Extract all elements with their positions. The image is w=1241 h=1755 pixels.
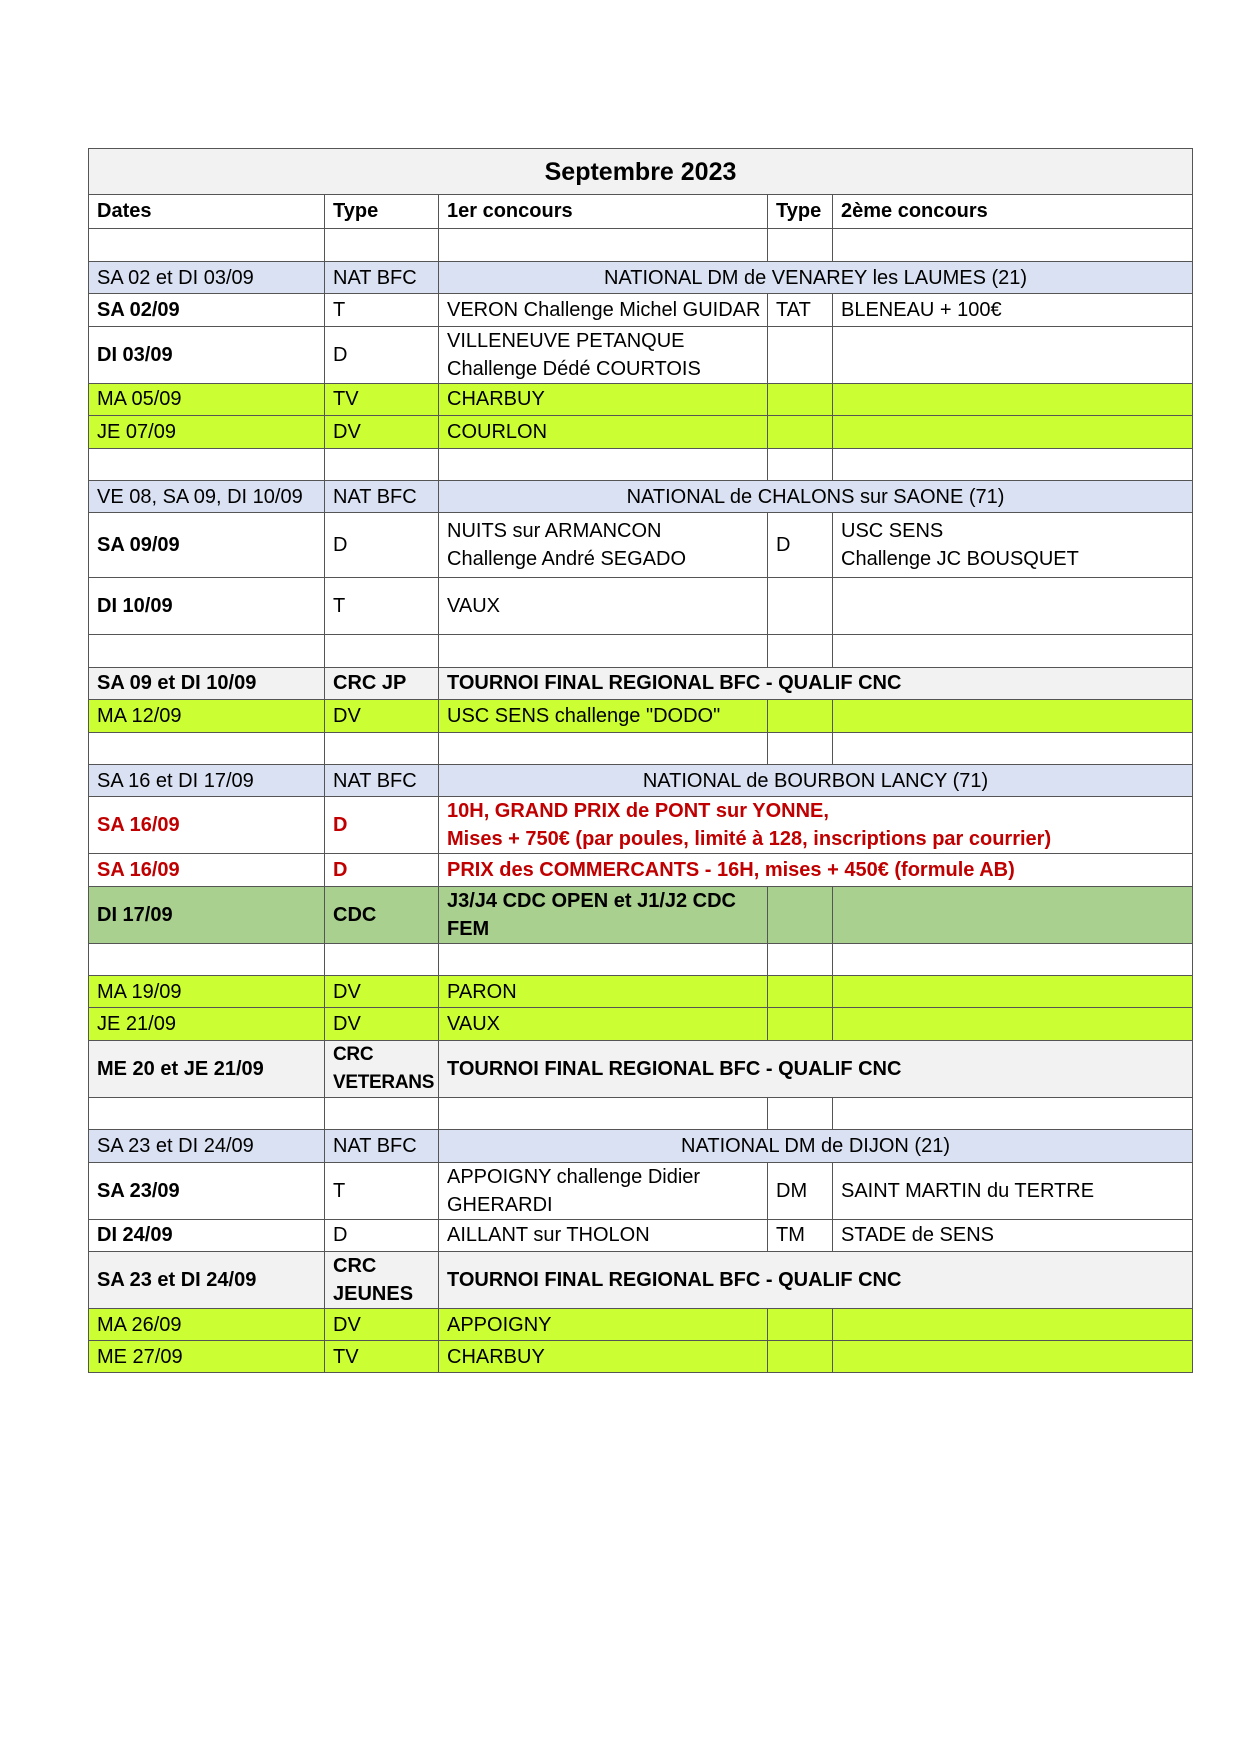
first-competition-cell: VAUX — [439, 1008, 768, 1040]
empty-cell — [325, 228, 439, 262]
first-competition-cell: APPOIGNY — [439, 1309, 768, 1341]
date-cell: MA 19/09 — [89, 976, 325, 1008]
second-competition-cell — [833, 976, 1193, 1008]
highlighted-row — [89, 797, 1193, 854]
date-cell: MA 05/09 — [89, 383, 325, 415]
date-cell: SA 16 et DI 17/09 — [89, 764, 325, 796]
type-cell: CRC JP — [325, 667, 439, 699]
date-cell: ME 20 et JE 21/09 — [89, 1040, 325, 1097]
second-competition-cell — [833, 886, 1193, 943]
second-competition-cell — [833, 578, 1193, 635]
competition-line: J3/J4 CDC OPEN et J1/J2 CDC — [447, 889, 737, 912]
second-competition-cell — [833, 383, 1193, 415]
header-first-competition: 1er concours — [439, 195, 768, 229]
second-type-cell — [768, 1341, 833, 1372]
date-cell: VE 08, SA 09, DI 10/09 — [89, 480, 325, 512]
second-type-cell: TM — [768, 1219, 833, 1251]
type-line: JEUNES — [333, 1283, 414, 1306]
empty-cell — [833, 635, 1193, 667]
highlighted-row — [89, 854, 1193, 886]
empty-cell — [768, 228, 833, 262]
second-type-cell — [768, 416, 833, 448]
type-cell — [325, 1040, 439, 1097]
date-cell: MA 12/09 — [89, 700, 325, 732]
first-competition-cell: COURLON — [439, 416, 768, 448]
second-type-cell — [768, 700, 833, 732]
type-cell: T — [325, 578, 439, 635]
second-type-cell — [768, 578, 833, 635]
second-competition-cell — [833, 1309, 1193, 1341]
regional-final-event-cell: TOURNOI FINAL REGIONAL BFC - QUALIF CNC — [439, 667, 1193, 699]
competition-line: Challenge André SEGADO — [447, 548, 687, 571]
date-cell: SA 09 et DI 10/09 — [89, 667, 325, 699]
event-line: Mises + 750€ (par poules, limité à 128, inscriptions par courrier) — [447, 828, 1052, 851]
page-title: Septembre 2023 — [89, 149, 1193, 195]
type-cell: T — [325, 294, 439, 326]
empty-cell — [768, 943, 833, 975]
type-cell: D — [325, 513, 439, 578]
type-cell: D — [325, 326, 439, 383]
veterans-row — [89, 976, 1193, 1008]
empty-cell — [439, 1097, 768, 1129]
empty-cell — [833, 732, 1193, 764]
event-line: 10H, GRAND PRIX de PONT sur YONNE, — [447, 800, 829, 823]
date-cell: SA 23 et DI 24/09 — [89, 1252, 325, 1309]
spacer-row — [89, 732, 1193, 764]
empty-cell — [89, 448, 325, 480]
competition-row — [89, 1219, 1193, 1251]
veterans-row — [89, 700, 1193, 732]
date-cell: DI 03/09 — [89, 326, 325, 383]
competition-line: FEM — [447, 917, 490, 940]
competition-line: NUITS sur ARMANCON — [447, 520, 662, 543]
second-competition-cell — [833, 326, 1193, 383]
first-competition-cell — [439, 1162, 768, 1219]
type-cell: T — [325, 1162, 439, 1219]
type-line: VETERANS — [333, 1071, 435, 1093]
type-cell: TV — [325, 1341, 439, 1372]
header-dates: Dates — [89, 195, 325, 229]
type-cell: DV — [325, 1309, 439, 1341]
spacer-row — [89, 635, 1193, 667]
empty-cell — [768, 732, 833, 764]
national-row — [89, 1130, 1193, 1162]
first-competition-cell — [439, 513, 768, 578]
first-competition-cell: CHARBUY — [439, 1341, 768, 1372]
empty-cell — [89, 943, 325, 975]
second-type-cell — [768, 976, 833, 1008]
national-row — [89, 262, 1193, 294]
type-cell: TV — [325, 383, 439, 415]
empty-cell — [439, 943, 768, 975]
veterans-row — [89, 1341, 1193, 1372]
date-cell: DI 10/09 — [89, 578, 325, 635]
type-line: CRC — [333, 1043, 374, 1065]
first-competition-cell — [439, 886, 768, 943]
empty-cell — [325, 1097, 439, 1129]
competition-row — [89, 294, 1193, 326]
type-cell: NAT BFC — [325, 262, 439, 294]
veterans-row — [89, 1008, 1193, 1040]
header-type: Type — [325, 195, 439, 229]
empty-cell — [768, 1097, 833, 1129]
type-cell: DV — [325, 416, 439, 448]
date-cell: SA 23/09 — [89, 1162, 325, 1219]
second-type-cell — [768, 1008, 833, 1040]
regional-final-event-cell: TOURNOI FINAL REGIONAL BFC - QUALIF CNC — [439, 1040, 1193, 1097]
national-event-cell: NATIONAL de CHALONS sur SAONE (71) — [439, 480, 1193, 512]
type-line: CRC — [333, 1255, 377, 1278]
empty-cell — [768, 448, 833, 480]
first-competition-cell: VERON Challenge Michel GUIDAR — [439, 294, 768, 326]
date-cell: JE 07/09 — [89, 416, 325, 448]
regional-final-event-cell: TOURNOI FINAL REGIONAL BFC - QUALIF CNC — [439, 1252, 1193, 1309]
empty-cell — [325, 635, 439, 667]
regional-final-row — [89, 1252, 1193, 1309]
second-type-cell: DM — [768, 1162, 833, 1219]
empty-cell — [833, 228, 1193, 262]
first-competition-cell: AILLANT sur THOLON — [439, 1219, 768, 1251]
second-type-cell — [768, 886, 833, 943]
empty-cell — [439, 228, 768, 262]
spacer-row — [89, 1097, 1193, 1129]
national-event-cell: NATIONAL de BOURBON LANCY (71) — [439, 764, 1193, 796]
spacer-row — [89, 228, 1193, 262]
empty-cell — [89, 228, 325, 262]
competition-line: USC SENS — [841, 520, 944, 543]
empty-cell — [439, 635, 768, 667]
competition-row — [89, 326, 1193, 383]
second-competition-cell — [833, 700, 1193, 732]
second-competition-cell — [833, 416, 1193, 448]
first-competition-cell: VAUX — [439, 578, 768, 635]
date-cell: SA 16/09 — [89, 797, 325, 854]
date-cell: JE 21/09 — [89, 1008, 325, 1040]
second-type-cell — [768, 383, 833, 415]
empty-cell — [833, 943, 1193, 975]
competition-row — [89, 513, 1193, 578]
second-competition-cell — [833, 1341, 1193, 1372]
veterans-row — [89, 416, 1193, 448]
type-cell: DV — [325, 976, 439, 1008]
second-competition-cell: STADE de SENS — [833, 1219, 1193, 1251]
empty-cell — [325, 448, 439, 480]
title-row — [89, 149, 1193, 195]
first-competition-cell — [439, 326, 768, 383]
type-cell: DV — [325, 1008, 439, 1040]
date-cell: SA 23 et DI 24/09 — [89, 1130, 325, 1162]
empty-cell — [439, 448, 768, 480]
type-cell: CDC — [325, 886, 439, 943]
header-second-competition: 2ème concours — [833, 195, 1193, 229]
first-competition-cell: CHARBUY — [439, 383, 768, 415]
first-competition-cell: USC SENS challenge "DODO" — [439, 700, 768, 732]
empty-cell — [89, 1097, 325, 1129]
competition-line: APPOIGNY challenge Didier — [447, 1165, 701, 1188]
regional-final-row — [89, 667, 1193, 699]
national-event-cell: NATIONAL DM de DIJON (21) — [439, 1130, 1193, 1162]
empty-cell — [833, 1097, 1193, 1129]
empty-cell — [439, 732, 768, 764]
second-type-cell: D — [768, 513, 833, 578]
date-cell: DI 24/09 — [89, 1219, 325, 1251]
type-cell: D — [325, 854, 439, 886]
second-type-cell — [768, 1309, 833, 1341]
veterans-row — [89, 383, 1193, 415]
spacer-row — [89, 448, 1193, 480]
type-cell: NAT BFC — [325, 1130, 439, 1162]
empty-cell — [89, 635, 325, 667]
regional-final-row — [89, 1040, 1193, 1097]
second-competition-cell — [833, 1008, 1193, 1040]
second-competition-cell: BLENEAU + 100€ — [833, 294, 1193, 326]
competition-calendar-table — [88, 148, 1193, 1373]
national-row — [89, 480, 1193, 512]
competition-line: Challenge Dédé COURTOIS — [447, 357, 701, 380]
spacer-row — [89, 943, 1193, 975]
highlighted-event-cell — [439, 797, 1193, 854]
type-cell: NAT BFC — [325, 480, 439, 512]
date-cell: SA 16/09 — [89, 854, 325, 886]
date-cell: MA 26/09 — [89, 1309, 325, 1341]
second-type-cell: TAT — [768, 294, 833, 326]
competition-line: Challenge JC BOUSQUET — [841, 548, 1079, 571]
type-cell: DV — [325, 700, 439, 732]
highlighted-event-cell: PRIX des COMMERCANTS - 16H, mises + 450€ (formule AB) — [439, 854, 1193, 886]
veterans-row — [89, 1309, 1193, 1341]
date-cell: ME 27/09 — [89, 1341, 325, 1372]
cdc-row — [89, 886, 1193, 943]
second-competition-cell — [833, 513, 1193, 578]
second-competition-cell: SAINT MARTIN du TERTRE — [833, 1162, 1193, 1219]
type-cell — [325, 1252, 439, 1309]
header-second-type: Type — [768, 195, 833, 229]
national-event-cell: NATIONAL DM de VENAREY les LAUMES (21) — [439, 262, 1193, 294]
header-row — [89, 195, 1193, 229]
empty-cell — [325, 732, 439, 764]
empty-cell — [325, 943, 439, 975]
first-competition-cell: PARON — [439, 976, 768, 1008]
empty-cell — [768, 635, 833, 667]
empty-cell — [833, 448, 1193, 480]
empty-cell — [89, 732, 325, 764]
date-cell: DI 17/09 — [89, 886, 325, 943]
date-cell: SA 09/09 — [89, 513, 325, 578]
type-cell: NAT BFC — [325, 764, 439, 796]
type-cell: D — [325, 1219, 439, 1251]
second-type-cell — [768, 326, 833, 383]
competition-line: VILLENEUVE PETANQUE — [447, 329, 685, 352]
date-cell: SA 02 et DI 03/09 — [89, 262, 325, 294]
competition-row — [89, 1162, 1193, 1219]
national-row — [89, 764, 1193, 796]
type-cell: D — [325, 797, 439, 854]
competition-row — [89, 578, 1193, 635]
competition-line: GHERARDI — [447, 1193, 553, 1216]
date-cell: SA 02/09 — [89, 294, 325, 326]
